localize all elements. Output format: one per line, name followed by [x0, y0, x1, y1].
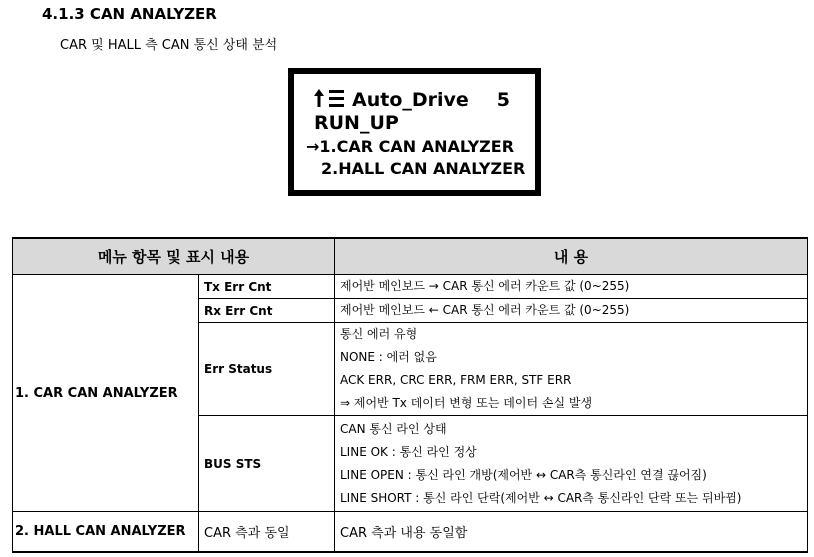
lcd-line-mode — [314, 88, 510, 113]
section-subtitle: CAR 및 HALL 측 CAN 통신 상태 분석 — [60, 38, 278, 53]
tx-err-cnt-label: Tx Err Cnt — [199, 275, 335, 299]
lcd-menu-item-1[interactable]: →1.CAR CAN ANALYZER — [306, 137, 515, 156]
header-menu: 메뉴 항목 및 표시 내용 — [13, 238, 335, 275]
rx-err-cnt-label: Rx Err Cnt — [199, 299, 335, 323]
hall-same-as-car-label: CAR 측과 동일 — [199, 512, 335, 552]
hall-content: CAR 측과 내용 동일함 — [335, 512, 808, 552]
drive-mode-text: Auto_Drive — [352, 89, 469, 111]
lcd-status: RUN_UP — [314, 112, 399, 134]
bus-sts-desc: CAN 통신 라인 상태 LINE OK : 통신 라인 정상 LINE OPEN : 통신 라인 개방(제어반 ↔ CAR측 통신라인 연결 끊어짐) LINE SHORT : 통신 라인 단락(제어반 ↔ CAR측 통신라인 단락 또는 뒤바뀜) — [335, 416, 808, 512]
table-row — [13, 512, 808, 552]
header-content: 내 용 — [335, 238, 808, 275]
tx-err-cnt-desc: 제어반 메인보드 → CAR 통신 에러 카운트 값 (0~255) — [335, 275, 808, 299]
err-status-desc: 통신 에러 유형 NONE : 에러 없음 ACK ERR, CRC ERR, FRM ERR, STF ERR ⇒ 제어반 Tx 데이터 변형 또는 데이터 손실 발생 — [335, 323, 808, 416]
bus-sts-label: BUS STS — [199, 416, 335, 512]
section-title: 4.1.3 CAN ANALYZER — [42, 5, 217, 23]
hall-can-analyzer-label: 2. HALL CAN ANALYZER — [13, 512, 199, 552]
table-header-row — [13, 238, 808, 275]
err-status-label: Err Status — [199, 323, 335, 416]
table-row — [13, 275, 808, 299]
rx-err-cnt-desc: 제어반 메인보드 ← CAR 통신 에러 카운트 값 (0~255) — [335, 299, 808, 323]
can-analyzer-table — [12, 237, 808, 553]
up-arrow-menu-icon — [314, 88, 352, 113]
drive-count: 5 — [496, 89, 511, 111]
car-can-analyzer-label: 1. CAR CAN ANALYZER — [13, 275, 199, 512]
lcd-display — [288, 68, 541, 196]
lcd-menu-item-2[interactable]: 2.HALL CAN ANALYZER — [321, 159, 526, 178]
